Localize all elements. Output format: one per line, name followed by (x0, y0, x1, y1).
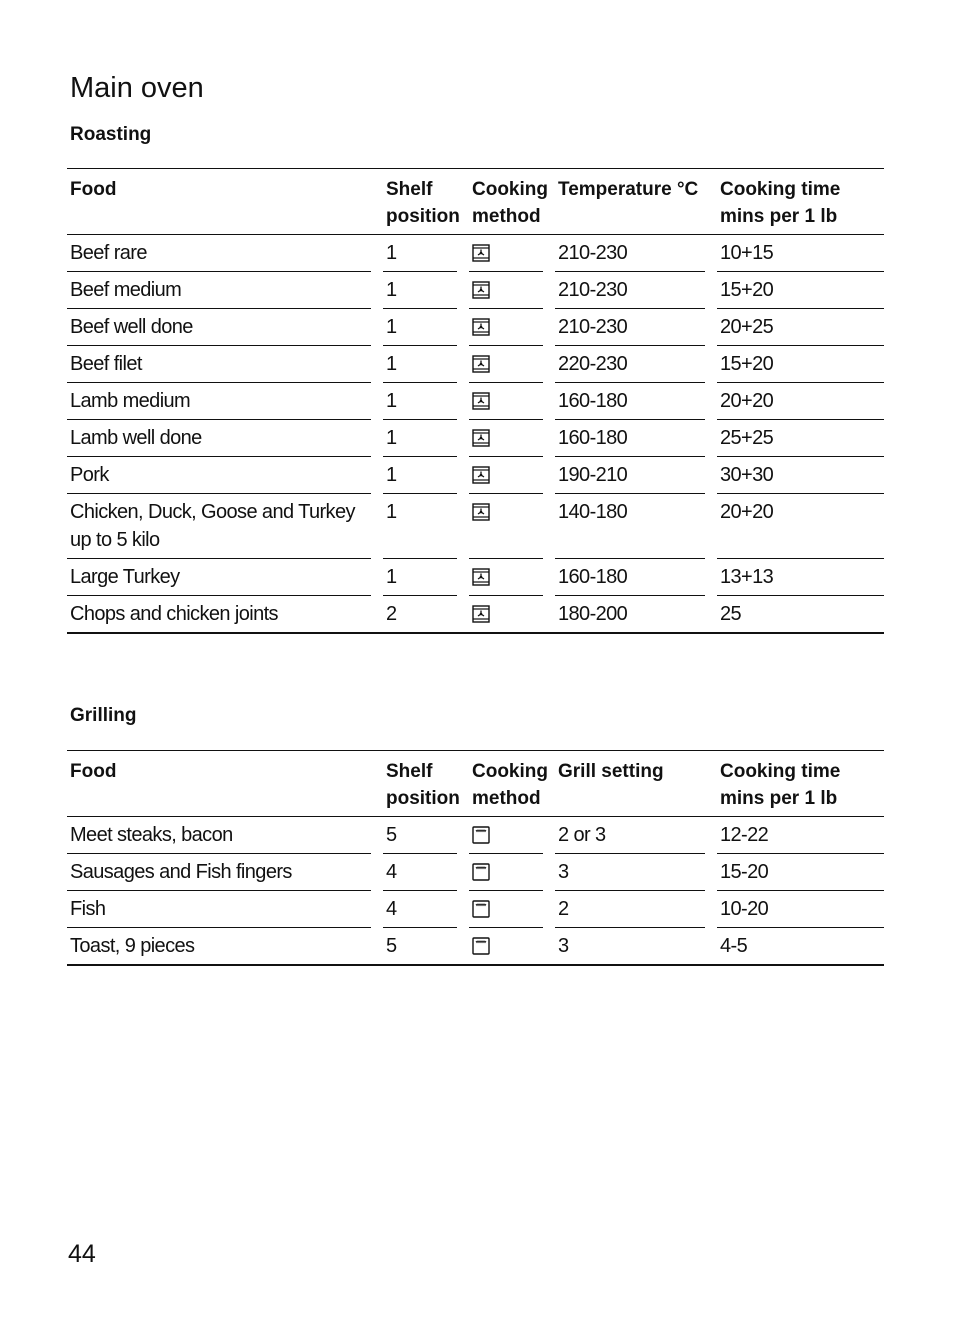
temperature-cell: 140-180 (555, 494, 705, 559)
column-header: Shelf position (386, 179, 460, 227)
table-row (67, 420, 884, 457)
fan-roast-icon (472, 279, 490, 297)
grill-setting-cell: 3 (555, 854, 705, 891)
table-row (67, 272, 884, 309)
column-header: Cooking method (472, 761, 548, 809)
shelf-cell: 1 (383, 420, 457, 457)
food-cell: Toast, 9 pieces (70, 935, 195, 957)
method-cell (469, 928, 543, 964)
column-header: Food (70, 761, 117, 782)
method-cell (469, 891, 543, 928)
time-cell: 20+20 (717, 494, 884, 559)
shelf-cell: 1 (383, 235, 457, 272)
food-cell: Beef filet (67, 346, 371, 383)
fan-roast-icon (472, 603, 490, 621)
temperature-cell: 160-180 (555, 383, 705, 420)
column-header: Cooking time mins per 1 lb (720, 179, 841, 227)
time-cell: 20+25 (717, 309, 884, 346)
table-row (67, 928, 884, 964)
time-cell: 4-5 (720, 935, 748, 957)
table-row (67, 383, 884, 420)
method-cell (469, 272, 543, 309)
time-cell: 15-20 (717, 854, 884, 891)
food-cell: Beef medium (67, 272, 371, 309)
food-cell: Sausages and Fish fingers (67, 854, 371, 891)
method-cell (469, 457, 543, 494)
food-cell: Large Turkey (67, 559, 371, 596)
table-row (67, 457, 884, 494)
method-cell (469, 817, 543, 854)
food-cell: Lamb medium (67, 383, 371, 420)
temperature-cell: 210-230 (555, 309, 705, 346)
grill-icon (472, 861, 490, 879)
fan-roast-icon (472, 566, 490, 584)
grill-setting-cell: 2 (555, 891, 705, 928)
food-cell: Fish (67, 891, 371, 928)
page-number: 44 (68, 1240, 96, 1268)
grill-setting-cell: 2 or 3 (555, 817, 705, 854)
table-row (67, 494, 884, 559)
time-cell: 10+15 (717, 235, 884, 272)
table-row (67, 596, 884, 632)
food-cell: Chops and chicken joints (70, 603, 278, 625)
temperature-cell: 210-230 (555, 235, 705, 272)
temperature-cell: 160-180 (555, 420, 705, 457)
shelf-cell: 1 (383, 309, 457, 346)
method-cell (469, 420, 543, 457)
fan-roast-icon (472, 464, 490, 482)
time-cell: 20+20 (717, 383, 884, 420)
table-row (67, 235, 884, 272)
method-cell (469, 494, 543, 559)
food-cell: Chicken, Duck, Goose and Turkey up to 5 kilo (67, 494, 371, 559)
temperature-cell: 160-180 (555, 559, 705, 596)
fan-roast-icon (472, 390, 490, 408)
shelf-cell: 5 (383, 817, 457, 854)
shelf-cell: 1 (383, 457, 457, 494)
time-cell: 13+13 (717, 559, 884, 596)
table-body (67, 235, 884, 632)
method-cell (469, 383, 543, 420)
table-header (67, 751, 884, 817)
temperature-cell: 210-230 (555, 272, 705, 309)
food-cell: Beef well done (67, 309, 371, 346)
grilling-table (67, 750, 884, 966)
grill-icon (472, 935, 490, 953)
method-cell (469, 235, 543, 272)
fan-roast-icon (472, 242, 490, 260)
grill-icon (472, 824, 490, 842)
grilling-heading: Grilling (70, 705, 137, 726)
table-row (67, 817, 884, 854)
shelf-cell: 4 (383, 854, 457, 891)
temperature-cell: 180-200 (558, 603, 628, 625)
table-row (67, 854, 884, 891)
time-cell: 25+25 (717, 420, 884, 457)
table-row (67, 309, 884, 346)
column-header: Shelf position (386, 761, 460, 809)
table-header (67, 169, 884, 235)
food-cell: Pork (67, 457, 371, 494)
grill-setting-cell: 3 (558, 935, 569, 957)
column-header: Cooking method (472, 179, 548, 227)
time-cell: 10-20 (717, 891, 884, 928)
column-header: Grill setting (558, 761, 664, 782)
grill-icon (472, 898, 490, 916)
method-cell (469, 854, 543, 891)
time-cell: 15+20 (717, 272, 884, 309)
method-cell (469, 596, 543, 632)
table-body (67, 817, 884, 964)
table-row (67, 346, 884, 383)
shelf-cell: 4 (383, 891, 457, 928)
time-cell: 15+20 (717, 346, 884, 383)
food-cell: Beef rare (67, 235, 371, 272)
fan-roast-icon (472, 427, 490, 445)
time-cell: 30+30 (717, 457, 884, 494)
page-title: Main oven (70, 72, 204, 104)
column-header: Cooking time mins per 1 lb (720, 761, 841, 809)
shelf-cell: 1 (383, 559, 457, 596)
roasting-table (67, 168, 884, 634)
shelf-cell: 5 (386, 935, 397, 957)
fan-roast-icon (472, 353, 490, 371)
shelf-cell: 1 (383, 272, 457, 309)
fan-roast-icon (472, 316, 490, 334)
method-cell (469, 309, 543, 346)
column-header: Food (70, 179, 117, 200)
food-cell: Meet steaks, bacon (67, 817, 371, 854)
time-cell: 12-22 (717, 817, 884, 854)
shelf-cell: 2 (386, 603, 397, 625)
fan-roast-icon (472, 501, 490, 519)
shelf-cell: 1 (383, 383, 457, 420)
shelf-cell: 1 (383, 346, 457, 383)
temperature-cell: 220-230 (555, 346, 705, 383)
roasting-heading: Roasting (70, 124, 152, 145)
temperature-cell: 190-210 (555, 457, 705, 494)
table-row (67, 559, 884, 596)
time-cell: 25 (720, 603, 742, 625)
table-row (67, 891, 884, 928)
column-header: Temperature °C (558, 179, 699, 200)
method-cell (469, 559, 543, 596)
method-cell (469, 346, 543, 383)
food-cell: Lamb well done (67, 420, 371, 457)
shelf-cell: 1 (383, 494, 457, 559)
